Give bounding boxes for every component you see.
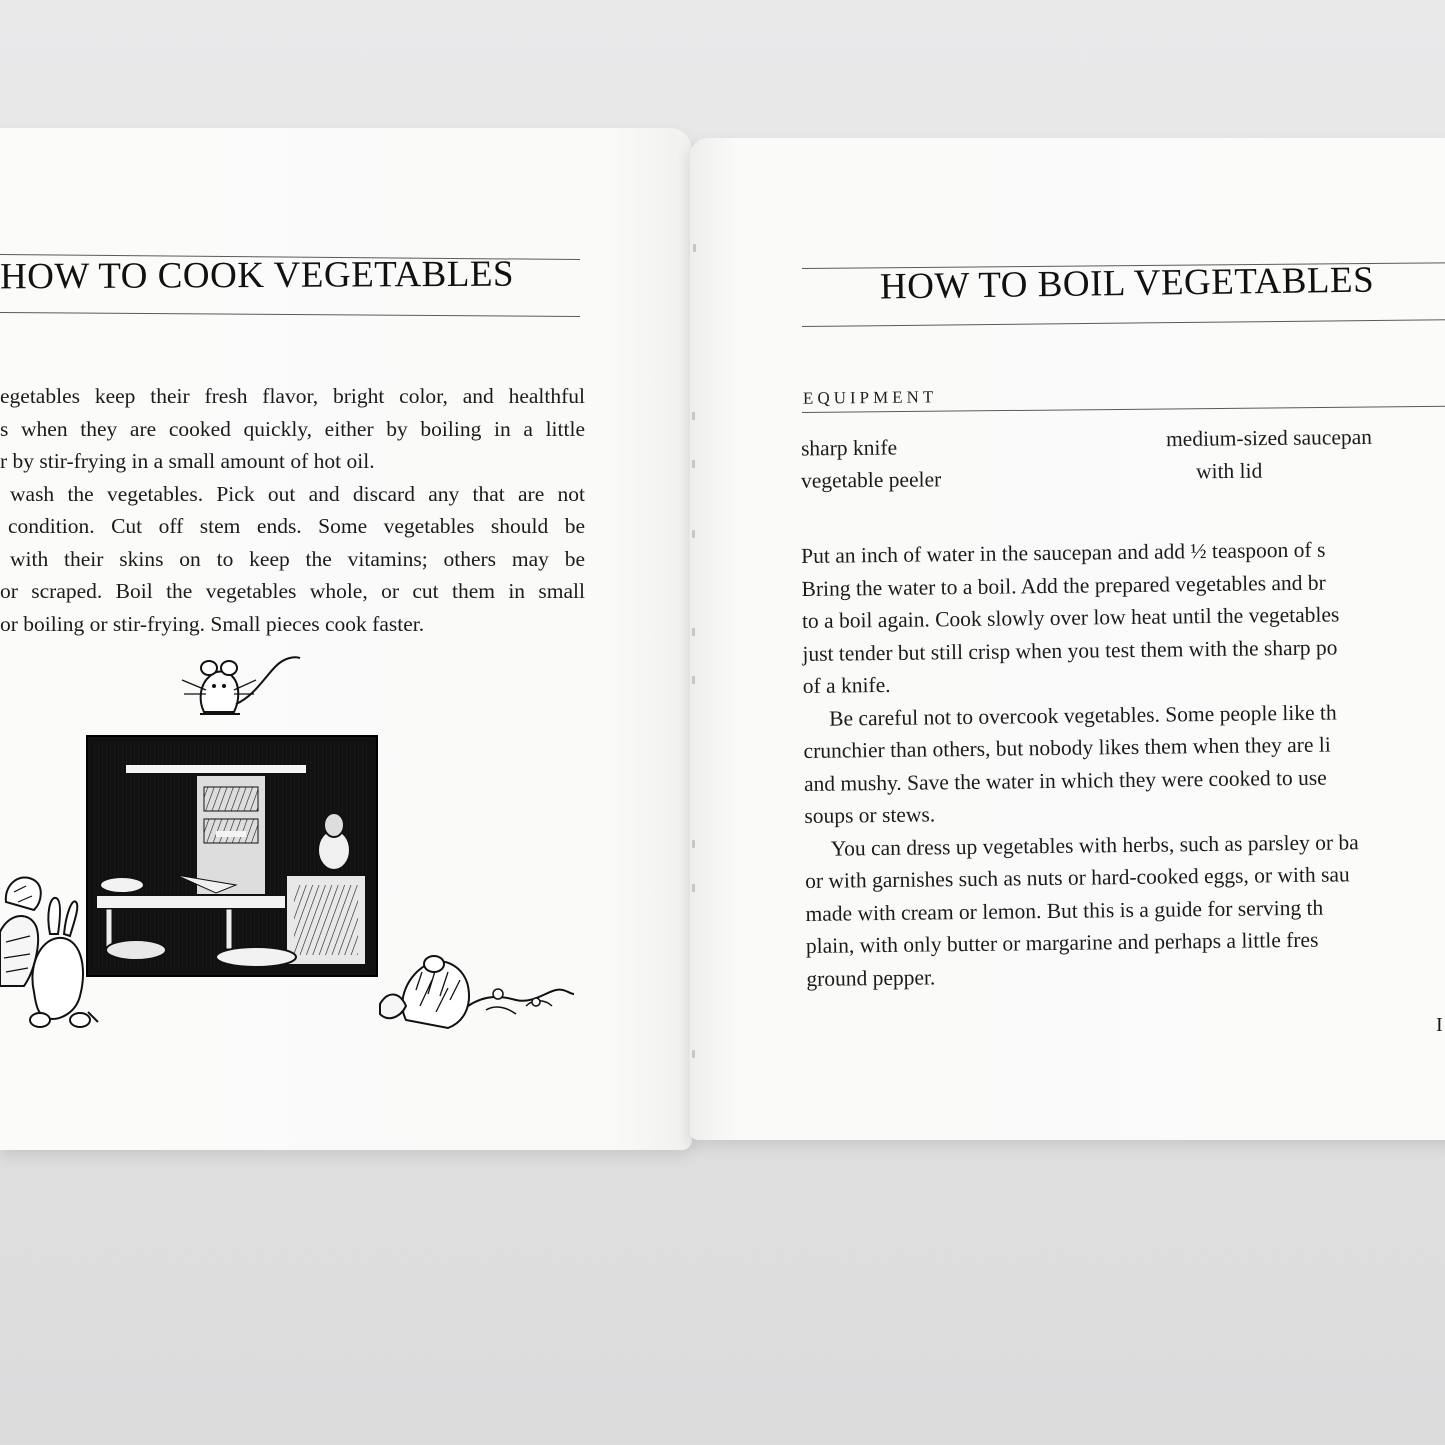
text-line: made with cream or lemon. But this is a guide for serving th (805, 895, 1324, 926)
text-line: s when they are cooked quickly, either by boiling in a little (0, 416, 585, 441)
left-page-intro-text (0, 380, 585, 640)
equipment-item: with lid (1195, 458, 1263, 484)
text-line: egetables keep their fresh flavor, bright color, and healthful (0, 384, 585, 408)
text-line: and mushy. Save the water in which they were cooked to use (803, 765, 1327, 796)
text-line: wash the vegetables. Pick out and discard any that are not (10, 481, 585, 506)
text-line: or with garnishes such as nuts or hard-cooked eggs, or with sau (805, 862, 1350, 893)
left-page-title: HOW TO COOK VEGETABLES (0, 253, 515, 298)
text-line: Be careful not to overcook vegetables. Some people like th (829, 699, 1337, 731)
text-line: of a knife. (802, 672, 891, 698)
page-number: I (1436, 1014, 1443, 1036)
text-line: plain, with only butter or margarine and perhaps a little fres (805, 927, 1319, 958)
right-paragraph-1 (801, 531, 1445, 995)
text-line: to a boil again. Cook slowly over low heat until the vegetables (801, 602, 1340, 633)
text-line: You can dress up vegetables with herbs, such as parsley or ba (830, 829, 1359, 861)
mouse-illustration (176, 650, 306, 720)
kitchen-woodcut-illustration (86, 735, 378, 977)
text-line: soups or stews. (804, 802, 936, 828)
text-line: Put an inch of water in the saucepan and add ½ teaspoon of s (801, 537, 1326, 568)
text-line: or boiling or stir-frying. Small pieces cook faster. (0, 611, 425, 636)
right-page-title: HOW TO BOIL VEGETABLES (879, 259, 1375, 308)
equipment-item: medium-sized saucepan (1165, 424, 1373, 452)
text-line: with their skins on to keep the vitamins; others may be (10, 546, 585, 571)
text-line: r by stir-frying in a small amount of hot oil. (0, 449, 375, 473)
text-line: ground pepper. (806, 964, 936, 991)
hedgehog-illustration (376, 950, 576, 1036)
text-line: or scraped. Boil the vegetables whole, or cut them in small (0, 579, 585, 603)
right-page-body (801, 531, 1445, 995)
text-line: condition. Cut off stem ends. Some vegetables should be (8, 514, 585, 538)
rabbits-illustration (0, 862, 100, 1037)
equipment-item: sharp knife (800, 435, 898, 461)
equipment-item: vegetable peeler (800, 467, 942, 493)
text-line: just tender but still crisp when you test them with the sharp po (802, 634, 1338, 666)
text-line: Bring the water to a boil. Add the prepared vegetables and br (801, 570, 1326, 601)
text-line: crunchier than others, but nobody likes them when they are li (803, 732, 1331, 763)
equipment-heading: EQUIPMENT (802, 387, 938, 408)
